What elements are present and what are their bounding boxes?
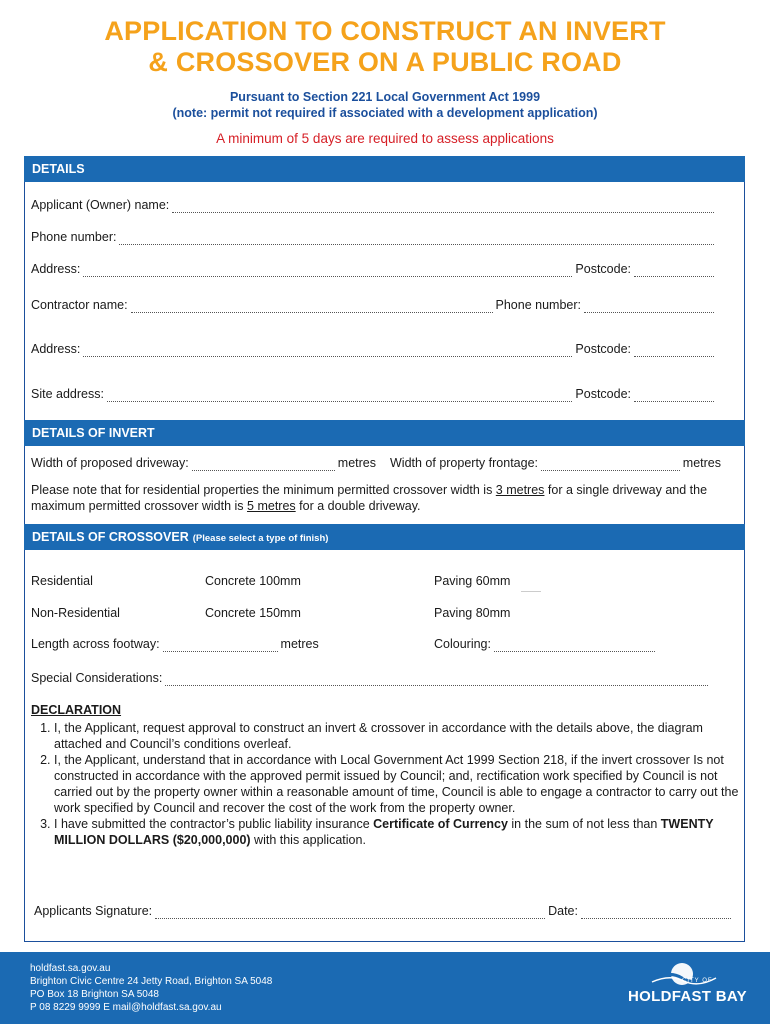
contractor-address-field[interactable] [31, 341, 717, 357]
driveway-width-field[interactable] [31, 455, 376, 471]
contractor-field[interactable] [31, 297, 717, 313]
signature-row[interactable] [34, 903, 734, 919]
site-address-field[interactable] [31, 386, 717, 402]
option-paving-80[interactable]: Paving 80mm [434, 606, 511, 620]
driveway-width-unit: metres [337, 456, 376, 470]
contractor-phone-line[interactable] [584, 301, 714, 313]
subtitle-note: (note: permit not required if associated with a development application) [172, 106, 598, 120]
declaration-item-3 [54, 816, 744, 848]
date-label: Date: [548, 904, 578, 918]
contractor-name-label: Contractor name: [31, 298, 128, 312]
certificate-of-currency: Certificate of Currency [373, 817, 508, 831]
colouring-field[interactable] [434, 636, 658, 652]
site-address-line[interactable] [107, 390, 572, 402]
colouring-line[interactable] [494, 640, 655, 652]
footer-phone-email: P 08 8229 9999 E mail@holdfast.sa.gov.au [30, 1002, 222, 1013]
length-unit: metres [280, 637, 319, 651]
option-paving-60[interactable]: Paving 60mm [434, 574, 511, 588]
title-line-2: & CROSSOVER ON A PUBLIC ROAD [148, 47, 622, 77]
contractor-address-label: Address: [31, 342, 81, 356]
signature-line[interactable] [155, 907, 545, 919]
footer [0, 952, 770, 1024]
subtitle-act: Pursuant to Section 221 Local Government Act 1999 [229, 90, 541, 104]
footer-website[interactable]: holdfast.sa.gov.au [30, 963, 111, 974]
applicant-name-label: Applicant (Owner) name: [31, 198, 170, 212]
declaration-heading: DECLARATION [31, 703, 122, 717]
finish-mark [521, 591, 541, 592]
signature-label: Applicants Signature: [34, 904, 153, 918]
postcode-line[interactable] [634, 265, 714, 277]
option-residential[interactable]: Residential [31, 574, 93, 588]
holdfast-bay-logo [624, 960, 754, 1016]
item3-part-c: in the sum of not less than [507, 817, 661, 831]
contractor-postcode-label: Postcode: [575, 342, 631, 356]
contractor-phone-label: Phone number: [495, 298, 581, 312]
logo-city-of: CITY OF [682, 978, 713, 984]
item3-part-e: with this application. [250, 833, 366, 847]
site-address-label: Site address: [31, 387, 104, 401]
frontage-width-unit: metres [682, 456, 721, 470]
special-considerations-label: Special Considerations: [31, 671, 163, 685]
contractor-name-line[interactable] [131, 301, 493, 313]
date-line[interactable] [581, 907, 731, 919]
option-concrete-100[interactable]: Concrete 100mm [205, 574, 301, 588]
option-concrete-150[interactable]: Concrete 150mm [205, 606, 301, 620]
driveway-width-line[interactable] [192, 459, 335, 471]
subtitle [0, 89, 770, 121]
frontage-width-label: Width of property frontage: [390, 456, 538, 470]
crossover-heading-note: (Please select a type of finish) [192, 533, 329, 544]
footer-address-2: PO Box 18 Brighton SA 5048 [30, 989, 159, 1000]
driveway-width-label: Width of proposed driveway: [31, 456, 189, 470]
details-heading: DETAILS [24, 156, 745, 182]
length-field[interactable] [31, 636, 331, 652]
insurance-amount: TWENTY MILLION DOLLARS ($20,000,000) [54, 817, 714, 847]
site-postcode-line[interactable] [634, 390, 714, 402]
crossover-width-note [31, 482, 731, 514]
site-postcode-label: Postcode: [575, 387, 631, 401]
length-line[interactable] [163, 640, 278, 652]
title-line-1: APPLICATION TO CONSTRUCT AN INVERT [104, 16, 666, 46]
special-considerations-line[interactable] [165, 674, 708, 686]
address-label: Address: [31, 262, 81, 276]
phone-line[interactable] [119, 233, 714, 245]
option-non-residential[interactable]: Non-Residential [31, 606, 120, 620]
frontage-width-field[interactable] [390, 455, 721, 471]
applicant-name-line[interactable] [172, 201, 714, 213]
assessment-notice: A minimum of 5 days are required to assess applications [216, 131, 554, 146]
item3-part-a: I have submitted the contractor’s public liability insurance [54, 817, 374, 831]
note-part-c: for a single driveway and the maximum permitted crossover width is [31, 483, 708, 513]
length-label: Length across footway: [31, 637, 160, 651]
max-width: 5 metres [247, 499, 296, 513]
declaration-item-1: 1. I, the Applicant, request approval to construct an invert & crossover in accordance with the details above, the diagram attached and Council’s conditions overleaf. [54, 720, 744, 752]
colouring-label: Colouring: [434, 637, 491, 651]
address-field[interactable] [31, 261, 717, 277]
postcode-label: Postcode: [575, 262, 631, 276]
applicant-name-field[interactable] [31, 197, 717, 213]
frontage-width-line[interactable] [541, 459, 680, 471]
declaration-list [31, 720, 744, 848]
declaration-item-2: 2. I, the Applicant, understand that in accordance with Local Government Act 1999 Section 218, if the invert crossover Is not constructed in accordance with the approved permit issued by Council; and, rectification work specified by Council is not carried out by the property owner within a reasonable amount of time, Council is able to engage a contractor to carry out the work specified by Council and recover the cost of the work from the property owner. [54, 752, 744, 816]
phone-field[interactable] [31, 229, 717, 245]
note-part-e: for a double driveway. [295, 499, 421, 513]
contractor-address-line[interactable] [83, 345, 572, 357]
special-considerations-field[interactable] [31, 670, 711, 686]
crossover-heading-text: DETAILS OF CROSSOVER [32, 530, 189, 544]
contractor-postcode-line[interactable] [634, 345, 714, 357]
crossover-heading [24, 524, 745, 550]
invert-heading: DETAILS OF INVERT [24, 420, 745, 446]
footer-address-1: Brighton Civic Centre 24 Jetty Road, Brighton SA 5048 [30, 976, 273, 987]
phone-label: Phone number: [31, 230, 117, 244]
form-title [0, 16, 770, 78]
address-line[interactable] [83, 265, 572, 277]
logo-name: HOLDFAST BAY [628, 988, 747, 1005]
min-width: 3 metres [495, 483, 545, 497]
note-part-a: Please note that for residential properties the minimum permitted crossover width is [31, 483, 496, 497]
footer-contact [30, 962, 272, 1014]
